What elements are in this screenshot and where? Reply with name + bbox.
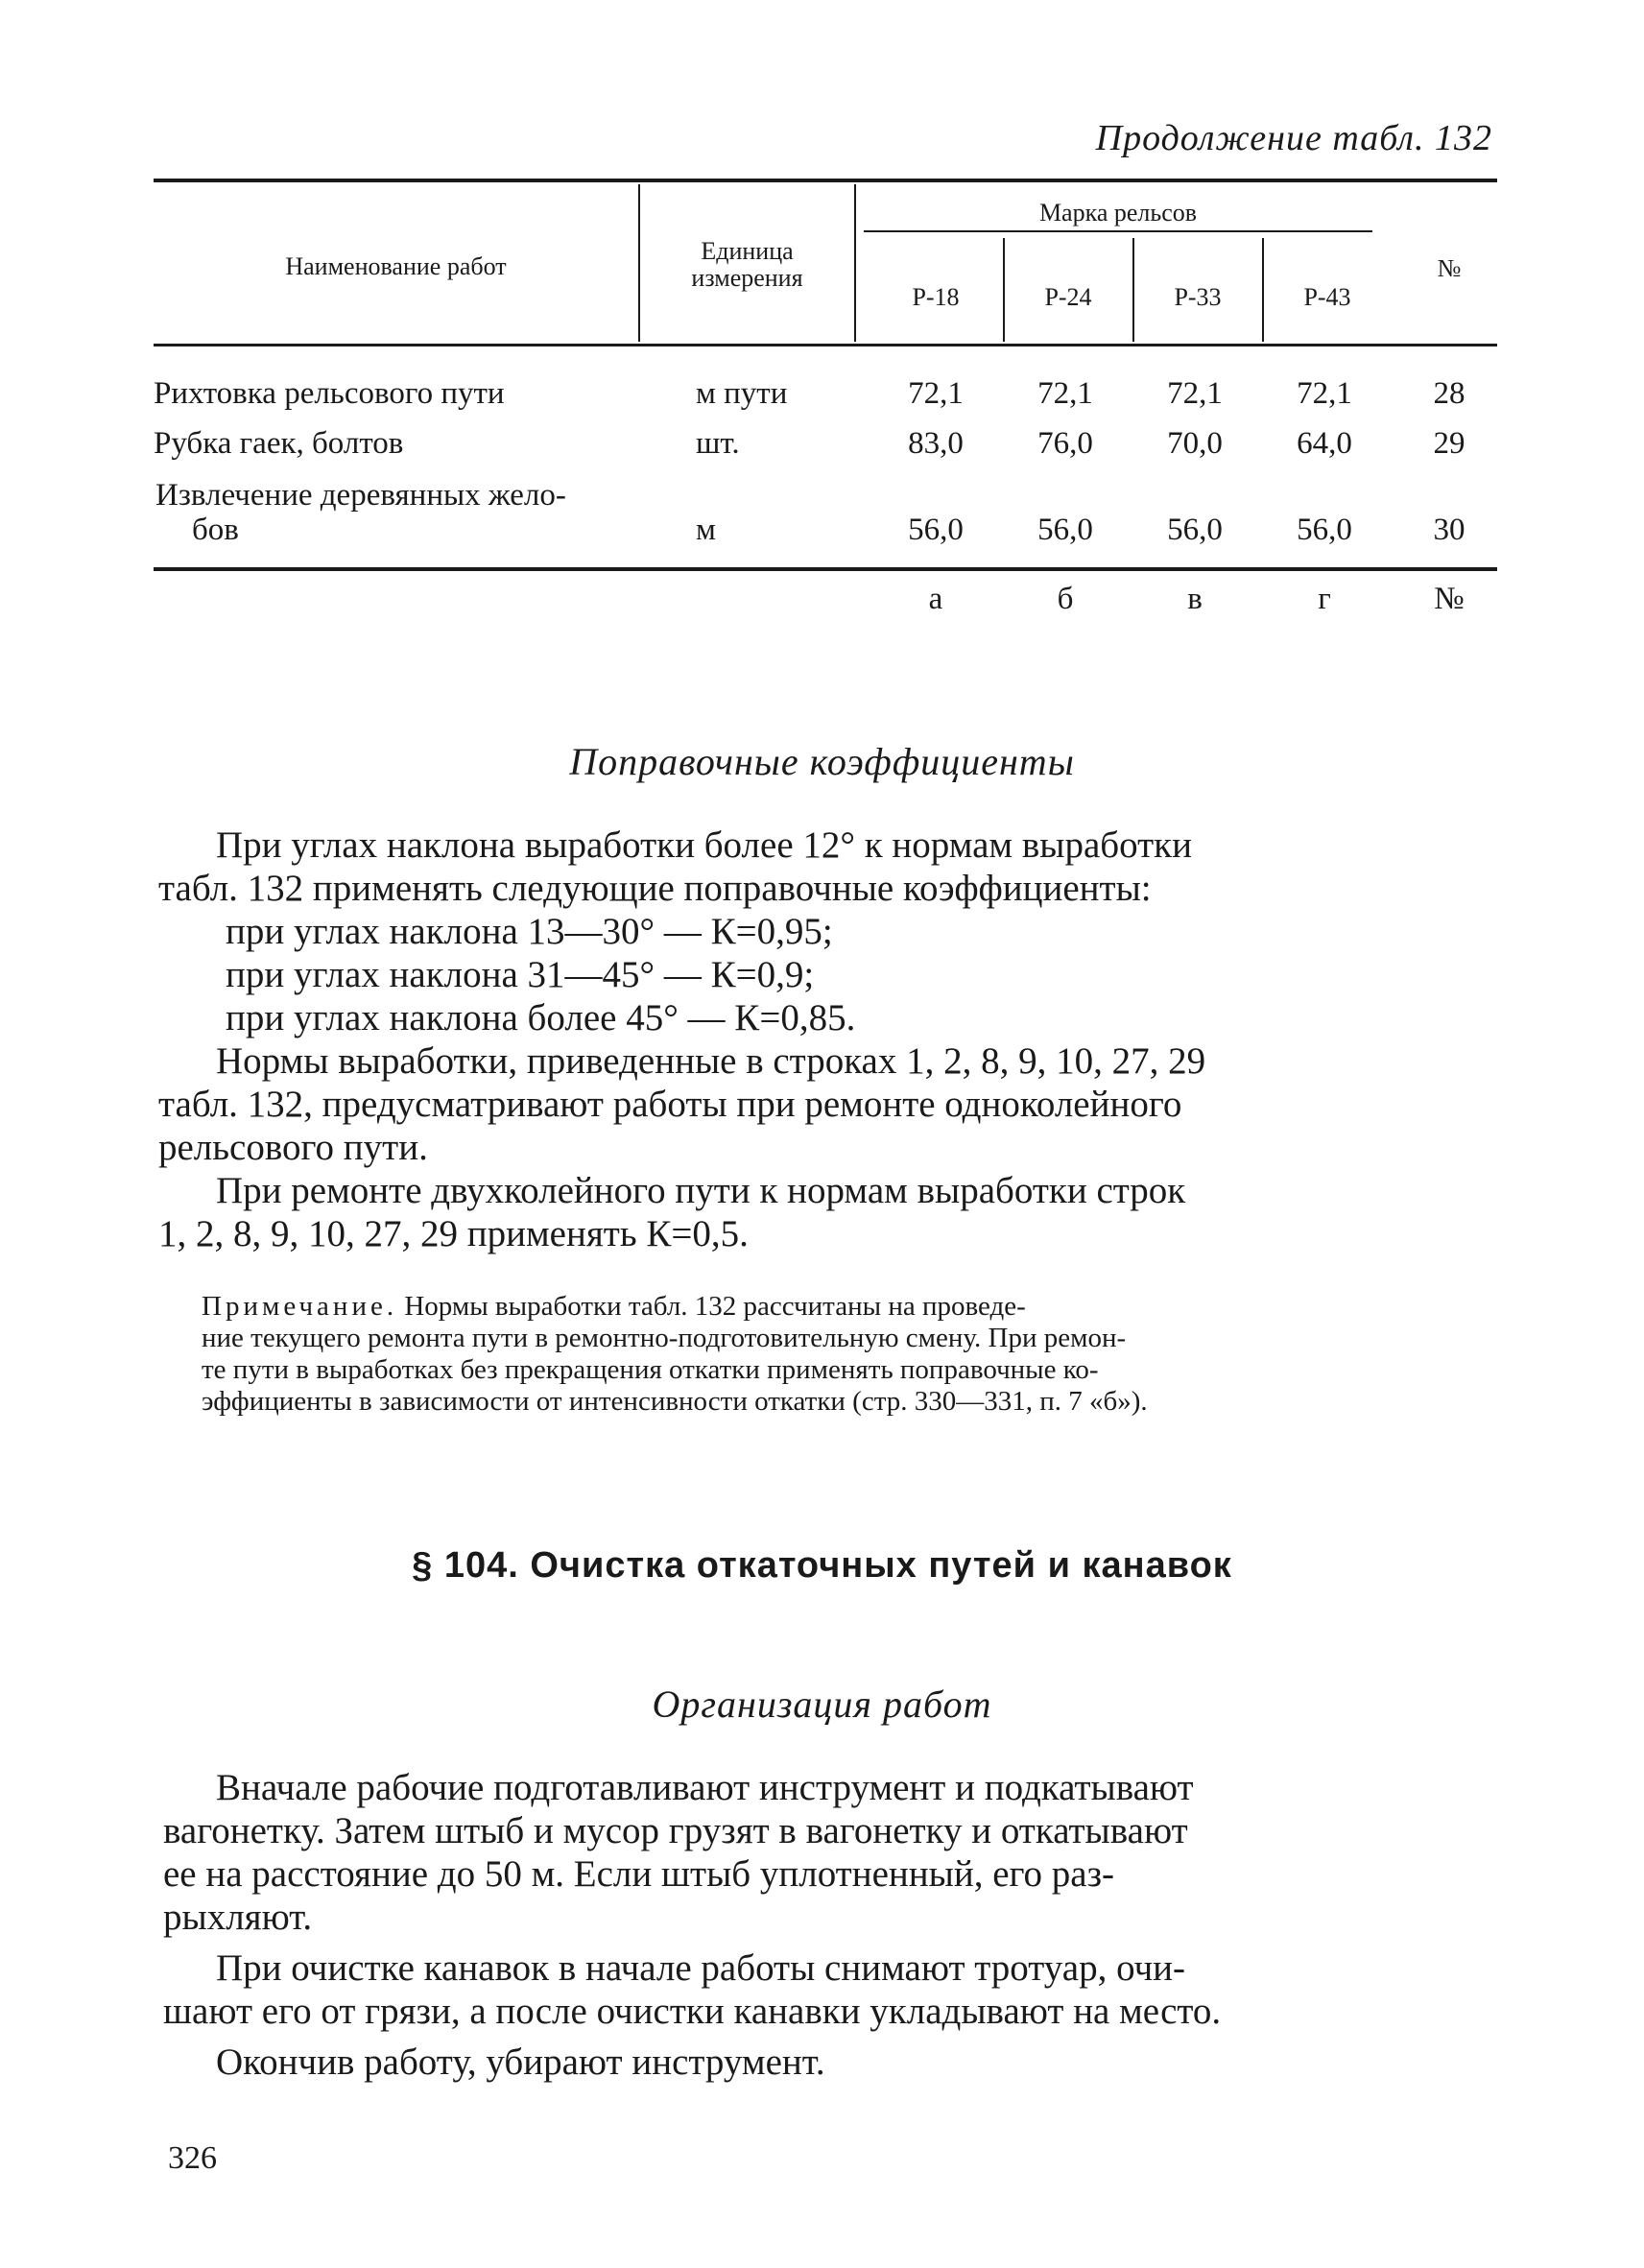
continuation-label: Продолжение табл. 132 xyxy=(1095,118,1492,158)
row1-r43: 72,1 xyxy=(1297,376,1352,411)
text-line: При ремонте двухколейного пути к нормам выработки строк xyxy=(216,1170,1186,1211)
footer-v: в xyxy=(1187,582,1203,616)
text-line: При углах наклона выработки более 12° к нормам выработки xyxy=(216,824,1192,866)
text-line: При очистке канавок в начале работы снимают тротуар, очи- xyxy=(216,1947,1186,1989)
note-line: те пути в выработках без прекращения откатки применять поправочные ко- xyxy=(202,1354,1099,1385)
paragraph-coefficients-intro xyxy=(158,824,1488,1255)
row3-r24: 56,0 xyxy=(1037,513,1093,547)
row2-r43: 64,0 xyxy=(1297,426,1352,461)
text-line: 1, 2, 8, 9, 10, 27, 29 применять К=0,5. xyxy=(158,1213,749,1254)
header-unit-line2: измерения xyxy=(691,264,803,292)
text-line: табл. 132, предусматривают работы при ремонте одноколейного xyxy=(158,1084,1182,1125)
row2-name: Рубка гаек, болтов xyxy=(154,426,404,461)
divider-unit-rails xyxy=(854,184,856,342)
divider-r33-r43 xyxy=(1262,238,1264,342)
text-line: Нормы выработки, приведенные в строках 1, 2, 8, 9, 10, 27, 29 xyxy=(216,1040,1206,1082)
header-unit xyxy=(640,238,854,292)
row2-unit: шт. xyxy=(696,426,740,461)
row3-r43: 56,0 xyxy=(1297,513,1352,547)
row1-r18: 72,1 xyxy=(908,376,964,411)
text-line: шают его от грязи, а после очистки канавки укладывают на место. xyxy=(163,1991,1222,2032)
text-line: табл. 132 применять следующие поправочные коэффициенты: xyxy=(158,868,1152,909)
row3-no: 30 xyxy=(1433,513,1465,547)
row2-r24: 76,0 xyxy=(1037,426,1093,461)
text-line: ее на расстояние до 50 м. Если штыб уплотненный, его раз- xyxy=(163,1853,1115,1895)
note-label: Примечание. xyxy=(202,1291,398,1322)
row1-name: Рихтовка рельсового пути xyxy=(154,376,505,411)
row2-r18: 83,0 xyxy=(908,426,964,461)
row3-name-line2: бов xyxy=(192,513,239,547)
row3-r18: 56,0 xyxy=(908,513,964,547)
row3-name-line1: Извлечение деревянных жело- xyxy=(155,478,566,513)
divider-r24-r33 xyxy=(1132,238,1134,342)
row3-unit: м xyxy=(696,513,716,547)
text-line: Окончив работу, убирают инструмент. xyxy=(216,2041,825,2083)
row1-no: 28 xyxy=(1433,376,1465,411)
header-no: № xyxy=(1437,254,1462,282)
row2-r33: 70,0 xyxy=(1167,426,1223,461)
footer-b: б xyxy=(1057,582,1074,616)
paragraph-work-organization xyxy=(163,1766,1488,2084)
text-line: Вначале рабочие подготавливают инструмент и подкатывают xyxy=(216,1767,1194,1808)
section-104-heading: § 104. Очистка откаточных путей и канавок xyxy=(412,1545,1232,1586)
header-unit-line1: Единица xyxy=(701,237,794,265)
row1-r24: 72,1 xyxy=(1037,376,1093,411)
note-line: эффициенты в зависимости от интенсивности откатки (стр. 330—331, п. 7 «б»). xyxy=(202,1386,1148,1417)
page-number: 326 xyxy=(168,2140,217,2176)
rail-mark-underline xyxy=(864,230,1372,232)
header-r18: Р-18 xyxy=(912,283,960,311)
divider-r18-r24 xyxy=(1003,238,1005,342)
table-top-rule xyxy=(154,179,1497,182)
footer-no: № xyxy=(1434,582,1465,616)
header-r33: Р-33 xyxy=(1174,283,1222,311)
note-first-line xyxy=(202,1291,1488,1323)
list-item: при углах наклона 13—30° — К=0,95; xyxy=(226,911,833,952)
header-r24: Р-24 xyxy=(1044,283,1092,311)
row1-r33: 72,1 xyxy=(1167,376,1223,411)
list-item: при углах наклона более 45° — К=0,85. xyxy=(226,997,856,1039)
table-bottom-rule xyxy=(154,567,1497,571)
note-block xyxy=(202,1291,1488,1418)
header-r43: Р-43 xyxy=(1303,283,1351,311)
header-name: Наименование работ xyxy=(285,252,507,280)
row1-unit: м пути xyxy=(696,376,788,411)
footer-a: а xyxy=(928,582,943,616)
text-line: вагонетку. Затем штыб и мусор грузят в вагонетку и откатывают xyxy=(163,1810,1188,1851)
table-header-rule xyxy=(154,344,1497,346)
row2-no: 29 xyxy=(1433,426,1465,461)
list-item: при углах наклона 31—45° — К=0,9; xyxy=(226,954,815,995)
note-line: ние текущего ремонта пути в ремонтно-подготовительную смену. При ремон- xyxy=(202,1323,1127,1353)
footer-g: г xyxy=(1318,582,1331,616)
row3-r33: 56,0 xyxy=(1167,513,1223,547)
text-line: рельсового пути. xyxy=(158,1127,428,1168)
note-first-text: Нормы выработки табл. 132 рассчитаны на проведе- xyxy=(397,1291,1026,1322)
text-line: рыхляют. xyxy=(163,1897,313,1938)
correction-coefficients-heading: Поправочные коэффициенты xyxy=(569,740,1075,783)
header-rail-mark: Марка рельсов xyxy=(1038,199,1198,227)
work-organization-heading: Организация работ xyxy=(652,1683,992,1726)
